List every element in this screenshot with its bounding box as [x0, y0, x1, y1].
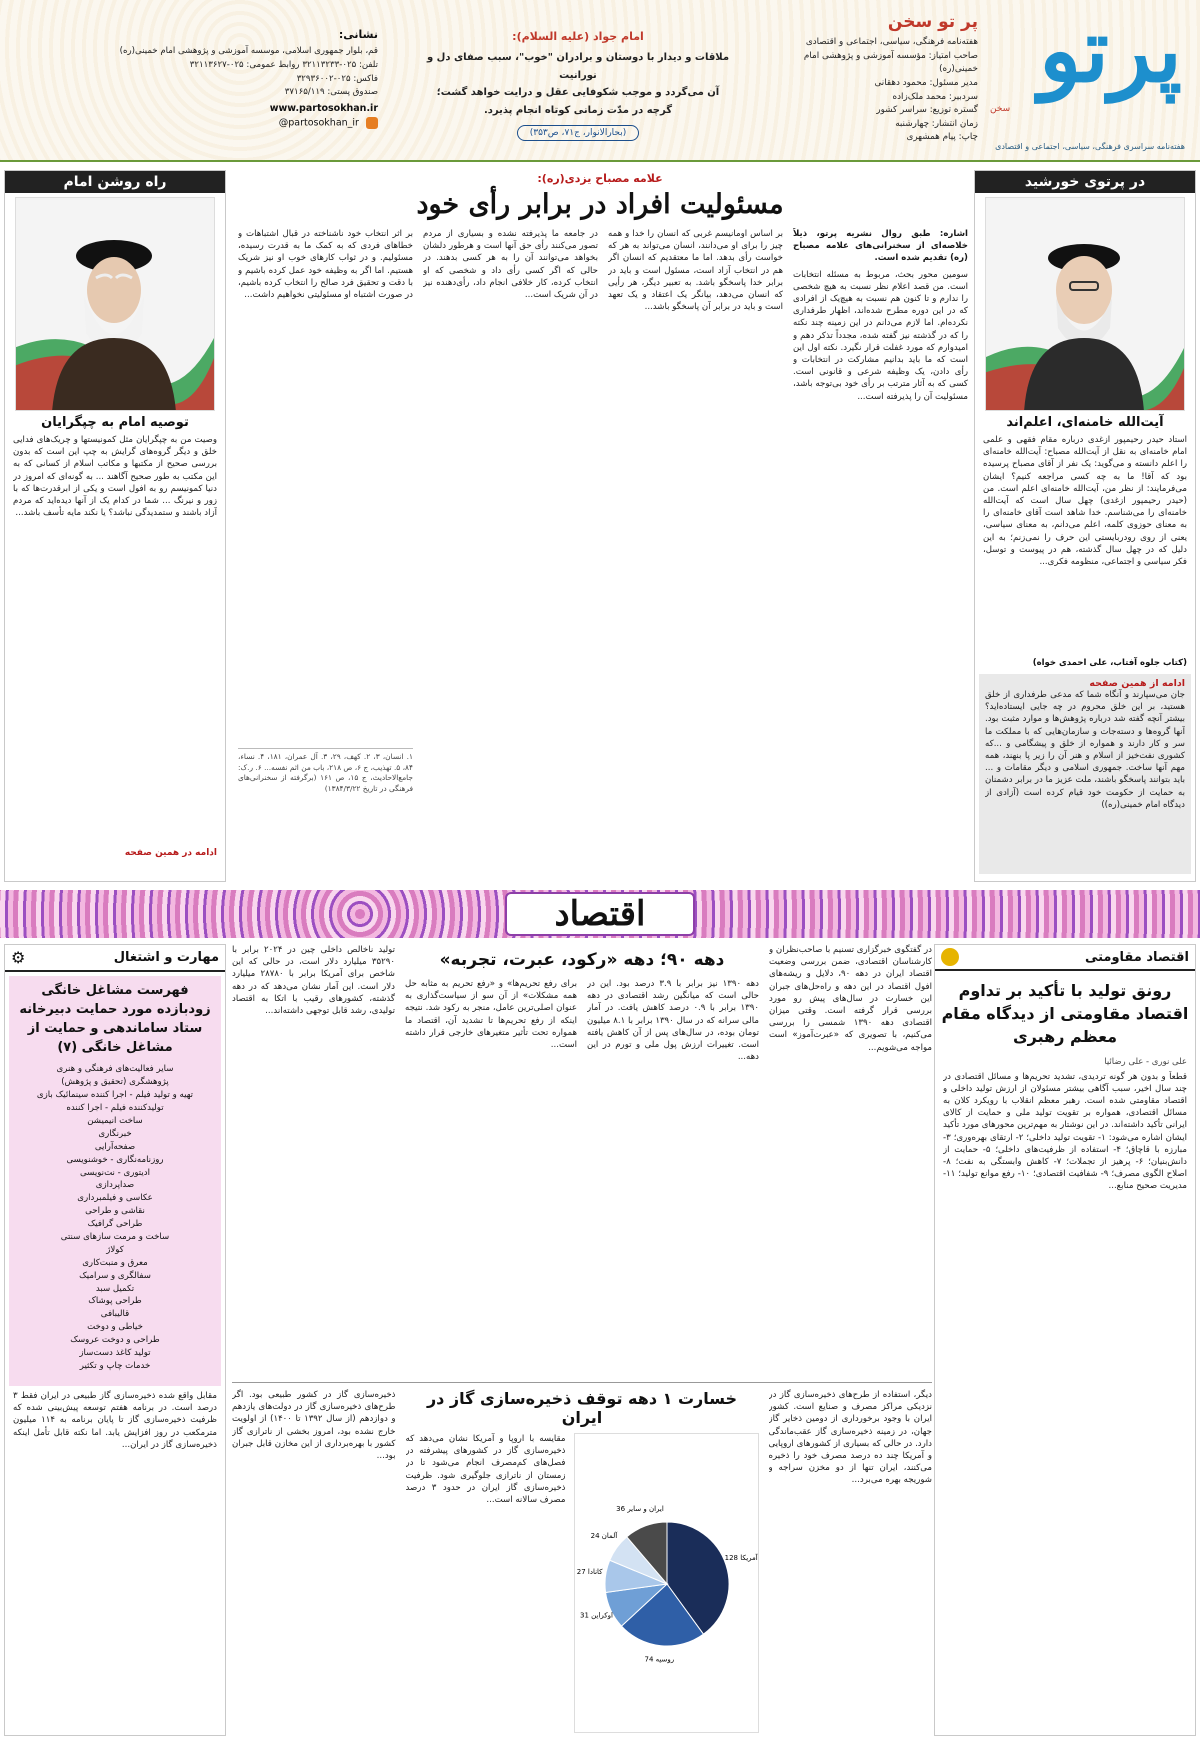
left-more[interactable]: ادامه در همین صفحه [124, 848, 217, 858]
left-article-text: وصیت من به چپگرایان مثل کمونیستها و چریک‌های فدایی خلق و دیگر گروه‌های گرایش به چپ این است که بدون بررسی صحیح از مکتبها و مکاتب اسلام از کسانی که به این مکتب به طور صحیح آگاهند ... به گونه‌ای که امروز در دنیا کمونیسم رو به افول است و یکی از ابرقدرت‌ها که با زور و نیرنگ ... شما در کدام یک از آنها دیده‌اید که مردم آزاد باشند و ستمدیدگی نباشد؟ یا نکند مایه تأسف باشد... [13, 435, 217, 519]
pie-label: آلمان 24 [590, 1532, 617, 1541]
logo-tagline: هفته‌نامه سراسری فرهنگی، سیاسی، اجتماعی و اقتصادی [995, 142, 1185, 151]
main-col-text: سومین محور بحث، مربوط به مسئله انتخابات است. من قصد اعلام نظر نسبت به هیچ شخصی را ندارم و تا کنون هم نسبت به هیچ‌یک از افرادی که در این دوره مطرح شده‌اند، اظهار طرفداری نکرده‌ام. اما لازم می‌دانم در این زمینه چند نکته را که در گذشته نیز گفته شده، مجدداً تذکر دهم و امیدوارم که مورد غفلت قرار نگیرد. نکته اول این است که ما باید بدانیم مشارکت در انتخابات و رأی دادن، یک وظیفه شرعی و قانونی است. کسی که به آثار مترتب بر رأی خود بی‌توجه باشد، مسئولیت آن را پذیرفته است... [793, 269, 968, 402]
job-item: روزنامه‌نگاری - خوشنویسی [66, 1154, 164, 1165]
gas-section [232, 1382, 932, 1733]
eco-mid-title: دهه ۹۰؛ دهه «رکود، عبرت، تجربه» [439, 950, 725, 970]
gas-chart [574, 1433, 759, 1733]
leader-name: آیت‌الله خامنه‌ای، اعلم‌اند [1006, 415, 1164, 430]
info-line: سردبیر: محمد ملک‌زاده [892, 91, 978, 102]
economy-right-header [935, 945, 1195, 971]
main-col-1 [793, 228, 968, 828]
economy-left-header [5, 945, 225, 972]
economy-right-author: علی نوری - علی رضائیا [1104, 1056, 1187, 1067]
info-lines [763, 36, 978, 145]
coin-icon [941, 948, 959, 966]
job-item: قالیبافی [100, 1309, 130, 1320]
right-column-header: در پرتوی خورشید [975, 171, 1195, 193]
main-col-4 [238, 228, 413, 828]
quote-line: آن می‌گردد و موجب شکوفایی عقل و درایت خواهد گشت؛ [436, 87, 720, 98]
job-item: خدمات چاپ و تکثیر [79, 1360, 151, 1371]
job-item: ساخت انیمیشن [87, 1115, 143, 1126]
economy-right [934, 944, 1196, 1736]
main-article [232, 170, 968, 882]
social-handle[interactable] [118, 117, 378, 129]
left-column [4, 170, 226, 882]
leader-text: استاد حیدر رحیمپور ازغدی درباره مقام فقهی و علمی امام خامنه‌ای به نقل از آیت‌الله مصباح: آیت‌الله خامنه‌ای را اعلم دانسته و می‌گوید: یک نفر از آقای مصباح پرسیده بود که آقا! ما به چه کسی مراجعه کنیم؟ ایشان می‌فرمایند: از نظر من، آیت‌الله خامنه‌ای اعلم است. من (حیدر رحیمپور ازغدی) چهل سال است که آیت‌الله خامنه‌ای را می‌شناسم. خدا شاهد است آقای خامنه‌ای را به معنای حوزوی کلمه، اعلم می‌دانم، به معنای سیاسی، یعنی از روی رودربایستی این حرف را نمی‌زنم؛ به این دلیل که در چهل سال گذشته، هم در پیوست و توسل، فکر سیاسی و اجتماعی، منظومه فکری... [983, 435, 1187, 568]
job-item: پژوهشگری (تحقیق و پژوهش) [61, 1077, 169, 1088]
masthead [0, 0, 1200, 162]
leader-caption: (کتاب جلوه آفتاب، علی احمدی خواه) [1032, 658, 1187, 668]
quote-title: امام جواد (علیه السلام): [512, 30, 644, 43]
gas-title: خسارت ۱ دهه توقف ذخیره‌سازی گاز در ایران [426, 1389, 738, 1427]
quote-line: گرچه در مدّت زمانی کوتاه انجام پذیرد. [483, 104, 673, 116]
info-block [763, 12, 978, 145]
pie-label: ایران و سایر 36 [615, 1504, 664, 1513]
job-item: ساخت و مرمت سازهای سنتی [60, 1231, 170, 1242]
main-footnote: ۱. انسان، ۳، ۲. کهف، ۲۹، ۳. آل عمران، ۱۸۱، ۴. نساء، ۸۴، ۵. تهذیب، ج ۶، ص ۲۱۸، باب من اثم نفسه... ۶. ر.ک: جامع‌الاحادیث، ج ۱۵، ص ۱۶۱ (برگرفته از سخنرانی‌های فرهنگی در تاریخ ۱۳۸۴/۳/۲۲) [238, 748, 413, 828]
eco-mid-text: در گفتگوی خبرگزاری تسنیم با صاحب‌نظران و کارشناسان اقتصادی، ضمن بررسی وضعیت اقتصاد ایران در دهه ۹۰، دلایل و ریشه‌های افول اقتصاد در این دهه و راه‌حل‌های جبران این خسارت در سال‌های پیش رو مورد بررسی قرار گرفته است. وقتی میزان اقتصادی دهه ۱۳۹۰ شمسی را بررسی می‌کنیم، با تصویری که «عبرت‌آموز» است مواجه می‌شویم... [769, 945, 932, 1053]
economy-middle [232, 944, 932, 1736]
job-item: نقاشی و طراحی [85, 1206, 145, 1217]
logo-block [982, 0, 1200, 162]
economy-right-title: رونق تولید با تأکید بر تداوم اقتصاد مقاومتی از دیدگاه مقام معظم رهبری [941, 981, 1189, 1047]
economy-banner [0, 890, 1200, 938]
contact-line: فاکس: ۰۲۵-۳۲۹۳۶۰۰۲ [296, 73, 378, 84]
job-item: ادیتوری - نت‌نویسی [80, 1167, 150, 1178]
quote-source: (بحارالانوار، ج۷۱، ص۳۵۳) [517, 125, 639, 141]
left-article-title: توصیه امام به چپگرایان [41, 415, 189, 430]
job-item: تکمیل سبد [95, 1283, 135, 1294]
leader-portrait-image [985, 198, 1184, 411]
info-line: هفته‌نامه فرهنگی، سیاسی، اجتماعی و اقتصادی [805, 37, 978, 47]
right-column [974, 170, 1196, 882]
imam-portrait [15, 197, 215, 411]
main-col-text: در جامعه ما پذیرفته نشده و بسیاری از مردم تصور می‌کنند رأی حق آنها است و هرطور دلشان بخواهد می‌توانند آن را به هر کسی بدهند. در حالی که اگر کسی رأی داد و شخصی که او انتخاب کرده، کار خلافی انجام داد، رأی‌دهنده نیز در آن شریک است... [423, 229, 598, 301]
gas-pie-chart [575, 1434, 758, 1732]
main-columns [232, 228, 968, 828]
contact-line: قم، بلوار جمهوری اسلامی، موسسه آموزشی و پژوهشی امام خمینی(ره) [119, 46, 378, 56]
job-item: تولید کاغذ دست‌ساز [79, 1347, 151, 1358]
job-item: معرق و منبت‌کاری [82, 1257, 148, 1268]
quote-line: ملاقات و دیدار با دوستان و برادران "خوب"، سبب صفای دل و نورانیت [426, 52, 730, 81]
job-item: کولاژ [106, 1244, 124, 1255]
eco-mid-text: برای رفع تحریم‌ها» و «رفع تحریم به مثابه حل همه مشکلات» از آن سو از سیاست‌گذاری به عنوان اصلی‌ترین عامل، منجر به رکود شد. نتیجه اینکه از رفع تحریم‌ها تا تشدید آن، اقتصاد ما همواره تحت تأثیر متغیرهای خارجی قرار داشته است... [405, 979, 577, 1051]
eco-mid-text: دهه ۱۳۹۰ نیز برابر با ۳.۹ درصد بود. این در حالی است که میانگین رشد اقتصادی در دهه ۱۳۹۰ برابر با ۰.۹ درصد کاهش یافت. در آمار مالی سرانه که در سال ۱۳۹۰ برابر با ۸.۱ میلیون تومان بوده، در سال‌های پس از آن کاهش یافته است. تغییرات ارزش پول ملی و تورم در این دهه... [587, 979, 759, 1063]
job-item: خیاطی و دوخت [87, 1322, 143, 1333]
gas-continued-text: مقابل واقع شده ذخیره‌سازی گاز طبیعی در ایران فقط ۳ درصد است. در برنامه هفتم توسعه پیش‌بینی شده که ظرفیت ذخیره‌سازی گاز تا پایان برنامه به ۱۱۴ میلیون مترمکعب در روز افزایش یابد. اما نکته قابل تأمل اینکه ذخیره‌سازی گاز در ایران... [13, 1391, 217, 1450]
website-link[interactable]: www.partosokhan.ir [269, 103, 378, 114]
paper-name: پر تو سخن [887, 12, 978, 32]
job-item: طراحی گرافیک [87, 1219, 143, 1230]
continued-text: جان می‌سپارند و آنگاه شما که مدعی طرفداری از خلق هستید، بر این خلق محروم در چه جایی ایستاده‌اید؟ بیشتر آنچه گفته شد درباره پژوهش‌ها و موارد مثبت بود. آنها گروه‌ها و دسته‌جات و سازمان‌هایی که با مملکت ما سر و کار دارند و همواره از خلق و پیشگامی و ...که کشوری نفت‌خیز از اسلام و هنر آن را زیر پا بنهند، همه مهم آنها ساخت. جمهوری اسلامی و دیگر مقامات و ... باید بتوانند پاسخگو باشند، ملت عزیز ما در برابر دشمنان به حمایت از حکومت خود قیام کرده است (آزادی از دیدگاه امام خمینی(ره)) [985, 690, 1185, 810]
job-item: سایر فعالیت‌های فرهنگی و هنری [56, 1064, 174, 1075]
main-col-text: بر اساس اومانیسم غربی که انسان را خدا و همه چیز را برای او می‌دانند، انسان می‌تواند به هر که خواست رأی بدهد. اما ما معتقدیم که انسان اگر هم در انتخاب آزاد است، مسئول است و باید در برابر خدا پاسخگو باشد. به تعبیر دیگر، هر رأیی که انسان می‌دهد، بیانگر یک اعتقاد و یک تعهد است و باید در برابر آن پاسخگو باشد... [608, 229, 783, 313]
job-item: تهیه و تولید فیلم - اجرا کننده سینمائیک بازی [36, 1090, 194, 1101]
economy-right-header-text: اقتصاد مقاومتی [1084, 949, 1189, 965]
continued-box [979, 674, 1191, 874]
contact-line: صندوق پستی: ۳۷۱۶۵/۱۱۹ [284, 87, 378, 98]
gas-text: مقایسه با اروپا و آمریکا نشان می‌دهد که ذخیره‌سازی گاز در کشورهای پیشرفته در فصل‌های کم‌مصرف انجام می‌شود تا در زمستان از ناترازی جلوگیری شود. ظرفیت ذخیره‌سازی گاز ایران در حدود ۳ درصد مصرف سالانه است... [405, 1434, 566, 1506]
pie-label: آمریکا 128 [724, 1553, 758, 1562]
jobs-title: فهرست مشاغل خانگی زودبازده مورد حمایت دبیرخانه ستاد ساماندهی و حمایت از مشاغل خانگی (۷) [19, 983, 211, 1055]
economy-right-text: قطعاً و بدون هر گونه تردیدی، تشدید تحریم‌ها و مسائل اقتصادی در چند سال اخیر، سبب آگاهی بیشتر مسئولان از ارزش تولید داخلی و اقتصاد مقاومتی شده است. رهبر معظم انقلاب با رویکرد کلان به مسائل اقتصادی، همواره بر تقویت تولید ملی و حمایت از کالای ایرانی تأکید داشته‌اند. در این نوشتار به مهم‌ترین محورهای مورد تأکید ایشان اشاره می‌شود: ۱- تقویت تولید داخلی؛ ۲- ارتقای بهره‌وری؛ ۳- مبارزه با قاچاق؛ ۴- استفاده از ظرفیت‌های داخلی؛ ۵- حمایت از دانش‌بنیان؛ ۶- پرهیز از تجملات؛ ۷- کاهش وابستگی به نفت؛ ۸- اصلاح الگوی مصرف؛ ۹- شفافیت اقتصادی؛ ۱۰- رفع موانع تولید؛ ۱۱- مدیریت صحیح منابع... [943, 1071, 1187, 1192]
main-col-text: بر اثر انتخاب خود ناشناخته در قبال اشتباهات و خطاهای فردی که به کمک ما به قدرت رسیده، مسئولیم. و در ثواب کارهای خوب او نیز شریک هستیم. اما اگر به وظیفه خود عمل کرده باشیم و با دقت و تحقیق فرد صالح را انتخاب کرده باشیم، در صورت اشتباه او مسئولیتی نخواهیم داشت... [238, 229, 413, 301]
job-item: عکاسی و فیلمبرداری [77, 1193, 153, 1204]
economy-left-header-text: مهارت و اشتغال [113, 950, 219, 965]
quote-block [408, 30, 748, 141]
continued-title: ادامه از همین صفحه [1089, 678, 1185, 689]
eco-mid-center [405, 944, 759, 1374]
job-item: تولیدکننده فیلم - اجرا کننده [66, 1103, 164, 1114]
job-item: صداپردازی [95, 1180, 135, 1191]
eco-upper [232, 944, 932, 1374]
eco-mid-text: تولید ناخالص داخلی چین در ۲۰۲۴ برابر با ۳۵۲۹۰ میلیارد دلار است، در حالی که این شاخص برای آمریکا برابر با ۲۸۷۸۰ میلیارد دلار است. این آمار نشان می‌دهد که در دهه گذشته، کشورهای رقیب با اتکا به اقتصاد تولیدی، رشد قابل توجهی داشته‌اند... [232, 945, 395, 1017]
gas-text: ذخیره‌سازی گاز در کشور طبیعی بود. اگر طرح‌های ذخیره‌سازی گاز در دولت‌های یازدهم و دوازدهم (از سال ۱۳۹۲ تا ۱۴۰۰) از اولویت خارج نشده بود، امروز بخشی از ناترازی گاز کشور با بهره‌برداری از این مخازن قابل جبران بود... [232, 1390, 396, 1462]
pie-label: اوکراین 31 [579, 1611, 613, 1620]
leader-portrait [985, 197, 1185, 411]
imam-portrait-image [15, 198, 214, 411]
info-line: مدیر مسئول: محمود دهقانی [874, 77, 978, 88]
main-kicker: علامه مصباح یزدی(ره): [537, 172, 663, 185]
pie-label: روسیه 74 [644, 1655, 674, 1664]
main-title: مسئولیت افراد در برابر رأی خود [416, 189, 784, 220]
quote-body [408, 49, 748, 119]
info-line: چاپ: پیام همشهری [906, 132, 978, 143]
job-item: طراحی و دوخت عروسک [70, 1335, 160, 1346]
gas-text: دیگر، استفاده از طرح‌های ذخیره‌سازی گاز در نزدیکی مراکز مصرف و صنایع است. کشور ایران با وجود برخورداری از دومین ذخایر گاز جهان، در زمینه ذخیره‌سازی گاز عقب‌ماندگی دارد. در حالی که بسیاری از کشورهای اروپایی و آمریکا چند ده درصد مصرف خود را ذخیره می‌کنند، ایران تنها از دو مخزن سراجه و شوریجه بهره می‌برد... [768, 1390, 932, 1486]
social-icon [366, 117, 378, 129]
social-handle-text: @partosokhan_ir [278, 117, 359, 129]
logo-subword: سخن [990, 104, 1011, 114]
info-line: گستره توزیع: سراسر کشور [876, 105, 978, 116]
logo: پرتو [1039, 0, 1182, 102]
gear-icon: ⚙ [11, 948, 26, 967]
job-item: طراحی پوشاک [88, 1296, 142, 1307]
pie-label: کانادا 27 [576, 1568, 603, 1577]
main-intro: اشاره: طبق روال نشریه پرتو، ذیلاً خلاصه‌ای از سخنرانی‌های علامه مصباح (ره) تقدیم شده است. [793, 229, 968, 264]
job-item: خبرنگاری [98, 1128, 132, 1139]
job-item: سفالگری و سرامیک [79, 1270, 151, 1281]
gas-center [406, 1389, 759, 1733]
contact-block [118, 28, 378, 129]
economy-banner-title: اقتصاد [505, 892, 695, 936]
left-column-header: راه روشن امام [5, 171, 225, 193]
economy-left [4, 944, 226, 1736]
info-line: زمان انتشار: چهارشنبه [895, 118, 978, 129]
info-line: صاحب امتیاز: مؤسسه آموزشی و پژوهشی امام خمینی(ره) [803, 50, 978, 75]
job-item: صفحه‌آرایی [94, 1141, 136, 1152]
jobs-list [15, 1063, 215, 1372]
contact-line: تلفن: ۰۲۵-۳۲۱۱۳۲۳۳ روابط عمومی: ۰۲۵-۳۲۱۱۳۶۲۷ [189, 59, 378, 70]
jobs-box [9, 976, 221, 1386]
contact-title: نشانی: [338, 28, 378, 41]
